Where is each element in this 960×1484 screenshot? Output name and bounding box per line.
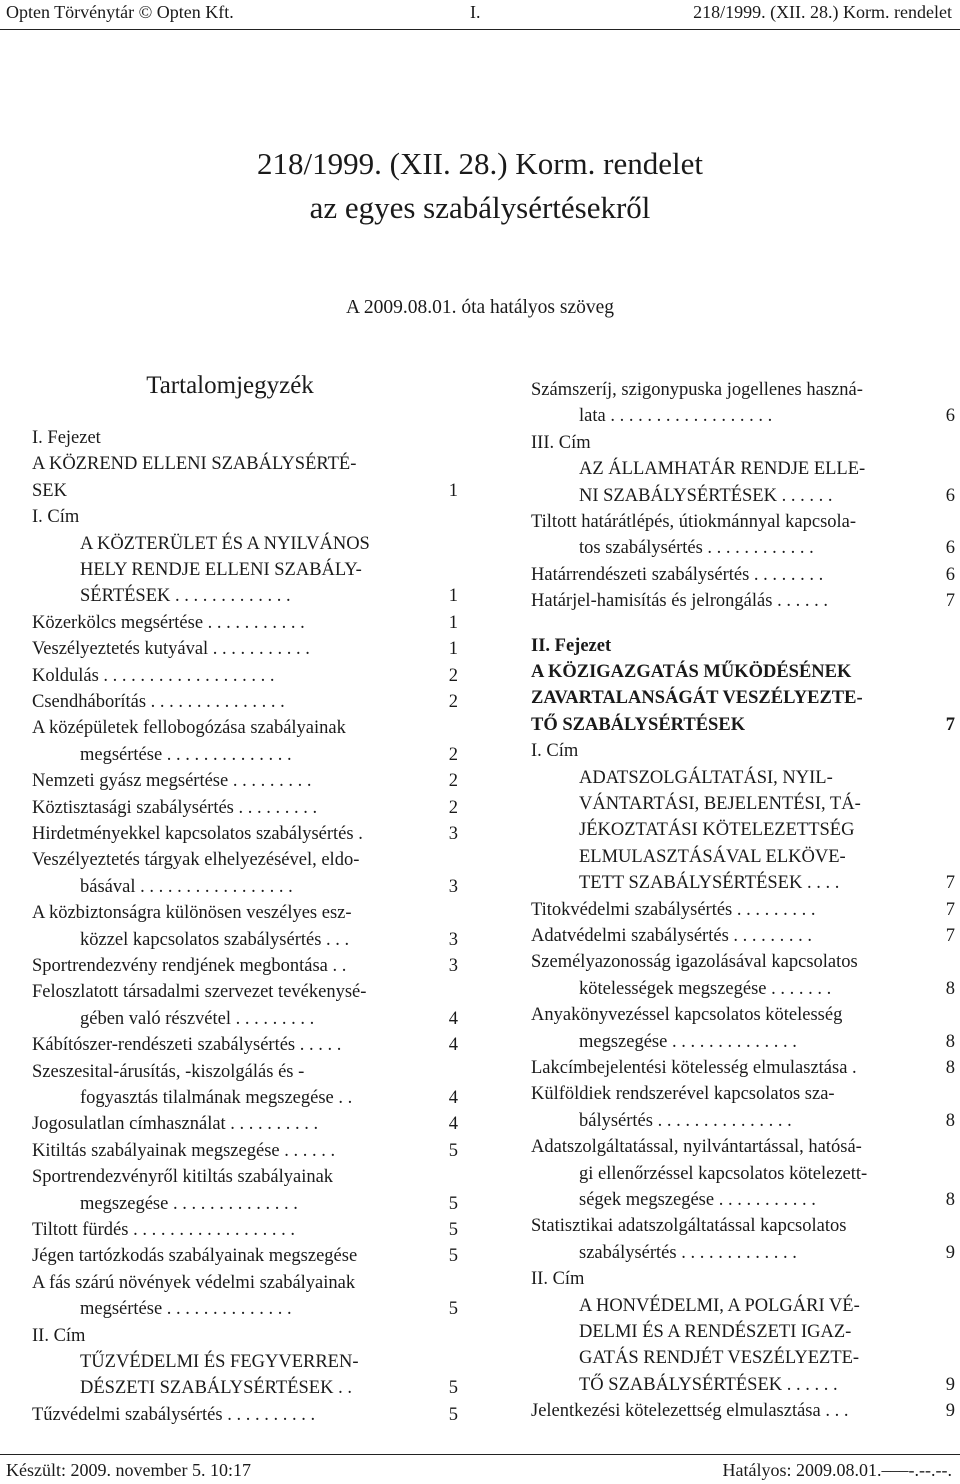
toc-entry[interactable] — [32, 1270, 460, 1296]
toc-entry[interactable] — [32, 979, 460, 1005]
page-footer — [0, 1460, 960, 1484]
document-subtitle: az egyes szabálysértésekről — [309, 190, 651, 225]
toc-entry[interactable] — [531, 535, 959, 561]
toc-entry[interactable] — [32, 847, 460, 873]
toc-entry-page: 7 — [945, 926, 955, 946]
toc-entry-page: 4 — [448, 1088, 458, 1108]
toc-entry-label: A fás szárú növények védelmi szabályainak — [32, 1272, 356, 1293]
toc-entry-label: AZ ÁLLAMHATÁR RENDJE ELLE- — [579, 459, 866, 480]
toc-entry-label: JÉKOZTATÁSI KÖTELEZETTSÉG — [579, 820, 855, 841]
toc-entry-label: Titokvédelmi szabálysértés . . . . . . . . . — [531, 899, 816, 920]
toc-entry-page: 2 — [448, 692, 458, 712]
toc-entry-page: 9 — [945, 1374, 955, 1395]
toc-entry[interactable] — [32, 1085, 460, 1111]
toc-entry-page: 8 — [945, 1058, 955, 1078]
toc-entry-page: 3 — [448, 876, 458, 897]
toc-entry[interactable] — [531, 562, 959, 588]
toc-entry-label: Feloszlatott társadalmi szervezet tevékenysé- — [32, 982, 367, 1003]
toc-entry-label: szabálysértés . . . . . . . . . . . . . — [579, 1242, 797, 1263]
toc-entry-label: Szeszesital-árusítás, -kiszolgálás és - — [32, 1061, 305, 1082]
toc-entry-page: 5 — [448, 1378, 458, 1399]
toc-entry-label: Hirdetményekkel kapcsolatos szabálysértés . — [32, 824, 363, 844]
toc-entry-label: Köztisztasági szabálysértés . . . . . . . . . — [32, 797, 318, 818]
toc-entry[interactable] — [531, 1187, 959, 1213]
toc-left-column — [32, 425, 460, 1435]
toc-entry[interactable] — [531, 1319, 959, 1345]
toc-entry-label: Jelentkezési kötelezettség elmulasztása . . . — [531, 1401, 849, 1422]
toc-entry-label: A KÖZREND ELLENI SZABÁLYSÉRTÉ- — [32, 454, 357, 475]
toc-entry-label: megsértése . . . . . . . . . . . . . . — [80, 744, 292, 765]
toc-entry-page: 6 — [945, 485, 955, 506]
toc-entry-label: III. Cím — [531, 432, 591, 453]
toc-entry[interactable] — [531, 1266, 959, 1292]
toc-entry[interactable] — [531, 1161, 959, 1187]
toc-entry-label: I. Cím — [32, 507, 80, 528]
toc-entry-page: 3 — [448, 929, 458, 950]
toc-entry-label: básával . . . . . . . . . . . . . . . . . — [80, 876, 293, 897]
toc-entry-label: közzel kapcsolatos szabálysértés . . . — [80, 929, 350, 950]
header-regulation: 218/1999. (XII. 28.) Korm. rendelet — [693, 2, 952, 22]
toc-entry-label: II. Cím — [531, 1269, 585, 1290]
toc-entry[interactable] — [32, 610, 460, 636]
toc-entry-label: lata . . . . . . . . . . . . . . . . . . — [579, 406, 773, 427]
toc-entry[interactable] — [32, 953, 460, 979]
toc-entry-label: Sportrendezvény rendjének megbontása . . — [32, 956, 347, 976]
toc-entry-label: Veszélyeztetés kutyával . . . . . . . . . . . — [32, 639, 310, 660]
toc-entry-label: II. Cím — [32, 1325, 86, 1346]
toc-entry-page: 3 — [448, 824, 458, 844]
toc-entry[interactable] — [531, 588, 959, 614]
toc-entry[interactable] — [32, 900, 460, 926]
document-title: 218/1999. (XII. 28.) Korm. rendelet — [257, 146, 703, 181]
toc-entry[interactable] — [531, 870, 959, 896]
toc-entry-page: 5 — [448, 1140, 458, 1161]
toc-entry-page: 5 — [448, 1246, 458, 1267]
toc-title: Tartalomjegyzék — [146, 372, 314, 399]
toc-entry[interactable] — [32, 1323, 460, 1349]
toc-entry-page: 5 — [448, 1404, 458, 1425]
toc-entry-label: Jogosulatlan címhasználat . . . . . . . . . . — [32, 1114, 319, 1135]
toc-entry-label: megszegése . . . . . . . . . . . . . . — [579, 1031, 797, 1052]
toc-entry-page: 2 — [448, 744, 458, 765]
toc-entry[interactable] — [531, 509, 959, 535]
toc-entry-page: 3 — [448, 956, 458, 976]
toc-entry-label: Csendháborítás . . . . . . . . . . . . . . . — [32, 692, 285, 712]
toc-entry-label: Tiltott határátlépés, útiokmánnyal kapcsola- — [531, 512, 857, 532]
toc-entry[interactable] — [32, 531, 460, 557]
page-header — [0, 2, 960, 28]
toc-entry[interactable] — [32, 927, 460, 953]
toc-entry-label: DELMI ÉS A RENDÉSZETI IGAZ- — [579, 1322, 852, 1342]
toc-entry-page: 6 — [945, 538, 955, 559]
toc-entry[interactable] — [32, 1006, 460, 1032]
header-publisher: Opten Törvénytár © Opten Kft. — [6, 2, 234, 22]
toc-entry-label: NI SZABÁLYSÉRTÉSEK . . . . . . — [579, 485, 833, 506]
toc-entry[interactable] — [32, 1138, 460, 1164]
toc-entry[interactable] — [531, 1134, 959, 1160]
toc-entry-page: 7 — [945, 873, 955, 894]
toc-entry[interactable] — [531, 817, 959, 843]
header-rule — [0, 29, 960, 30]
toc-entry-page: 7 — [945, 591, 955, 612]
toc-entry[interactable] — [531, 897, 959, 923]
toc-entry[interactable] — [32, 1402, 460, 1428]
toc-entry-label: Közerkölcs megsértése . . . . . . . . . . . — [32, 612, 305, 633]
toc-entry[interactable] — [32, 715, 460, 741]
toc-entry[interactable] — [531, 1055, 959, 1081]
toc-entry-page: 4 — [448, 1114, 458, 1135]
toc-entry[interactable] — [32, 768, 460, 794]
toc-entry-label: Koldulás . . . . . . . . . . . . . . . . . . . — [32, 665, 275, 686]
toc-entry-page: 1 — [448, 480, 458, 501]
footer-created: Készült: 2009. november 5. 10:17 — [6, 1460, 251, 1480]
toc-entry[interactable] — [531, 377, 959, 403]
toc-entry-page: 1 — [448, 612, 458, 633]
toc-entry-label: DÉSZETI SZABÁLYSÉRTÉSEK . . — [80, 1378, 352, 1399]
toc-entry-label: Személyazonosság igazolásával kapcsolatos — [531, 952, 858, 973]
toc-entry-page: 6 — [945, 564, 955, 585]
toc-entry-page: 5 — [448, 1193, 458, 1214]
toc-entry-label: Kábítószer-rendészeti szabálysértés . . . . . — [32, 1035, 342, 1056]
toc-entry-label: Számszeríj, szigonypuska jogellenes haszná- — [531, 380, 863, 400]
toc-entry-label: ZAVARTALANSÁGÁT VESZÉLYEZTE- — [531, 688, 863, 709]
toc-entry-label: Sportrendezvényről kitiltás szabályainak — [32, 1167, 334, 1188]
toc-entry[interactable] — [32, 425, 460, 451]
toc-entry[interactable] — [32, 1191, 460, 1217]
toc-entry[interactable] — [531, 844, 959, 870]
toc-entry[interactable] — [32, 557, 460, 583]
toc-entry-label: Anyakönyvezéssel kapcsolatos kötelesség — [531, 1005, 843, 1026]
toc-entry-page: 8 — [945, 1110, 955, 1131]
toc-entry-label: Tiltott fürdés . . . . . . . . . . . . . . . . . . — [32, 1220, 295, 1240]
toc-entry-page: 9 — [945, 1242, 955, 1263]
toc-entry-page: 4 — [448, 1035, 458, 1056]
toc-entry[interactable] — [531, 430, 959, 456]
toc-entry[interactable] — [32, 663, 460, 689]
toc-entry-page: 2 — [448, 771, 458, 792]
toc-entry-page: 1 — [448, 639, 458, 660]
toc-entry-page: 1 — [448, 586, 458, 607]
toc-entry-page: 4 — [448, 1008, 458, 1029]
toc-entry[interactable] — [32, 1349, 460, 1375]
toc-entry-label: megsértése . . . . . . . . . . . . . . — [80, 1299, 292, 1320]
toc-entry-label: HELY RENDJE ELLENI SZABÁLY- — [80, 560, 362, 580]
toc-entry[interactable] — [531, 659, 959, 685]
toc-entry[interactable] — [32, 1296, 460, 1322]
toc-entry-page: 7 — [945, 714, 955, 735]
toc-entry[interactable] — [531, 1293, 959, 1319]
toc-entry-label: Lakcímbejelentési kötelesség elmulasztása . — [531, 1058, 857, 1078]
toc-entry-label: Adatszolgáltatással, nyilvántartással, hatósá- — [531, 1137, 862, 1158]
toc-entry[interactable] — [32, 1217, 460, 1243]
toc-entry-label: A középületek fellobogózása szabályainak — [32, 718, 346, 739]
toc-entry-label: SÉRTÉSEK . . . . . . . . . . . . . — [80, 586, 291, 607]
toc-entry[interactable] — [531, 456, 959, 482]
toc-entry[interactable] — [32, 689, 460, 715]
toc-entry-label: A közbiztonságra különösen veszélyes esz- — [32, 903, 352, 924]
toc-entry[interactable] — [32, 636, 460, 662]
toc-entry[interactable] — [32, 821, 460, 847]
toc-entry[interactable] — [531, 1345, 959, 1371]
toc-entry[interactable] — [32, 1164, 460, 1190]
toc-entry[interactable] — [531, 923, 959, 949]
toc-entry[interactable] — [531, 1029, 959, 1055]
toc-entry[interactable] — [32, 583, 460, 609]
toc-entry[interactable] — [531, 1372, 959, 1398]
header-part: I. — [470, 2, 481, 22]
toc-entry[interactable] — [32, 504, 460, 530]
footer-effective: Hatályos: 2009.08.01.–––-.--.--. — [722, 1460, 952, 1480]
toc-entry-label: Tűzvédelmi szabálysértés . . . . . . . . . . — [32, 1404, 316, 1425]
toc-entry-label: Jégen tartózkodás szabályainak megszegése — [32, 1246, 358, 1267]
toc-entry[interactable] — [32, 1375, 460, 1401]
toc-entry-label: Kitiltás szabályainak megszegése . . . . . . — [32, 1140, 336, 1161]
toc-entry[interactable] — [531, 738, 959, 764]
toc-entry[interactable] — [32, 1032, 460, 1058]
toc-entry-label: SEK — [32, 480, 67, 501]
toc-entry-label: TŰZVÉDELMI ÉS FEGYVERREN- — [80, 1352, 359, 1372]
toc-entry[interactable] — [32, 742, 460, 768]
toc-entry-label: Adatvédelmi szabálysértés . . . . . . . . . — [531, 926, 813, 946]
toc-entry-page: 2 — [448, 665, 458, 686]
toc-entry[interactable] — [32, 451, 460, 477]
toc-entry-label: I. Cím — [531, 741, 579, 762]
toc-entry[interactable] — [531, 1081, 959, 1107]
toc-entry-label: ségek megszegése . . . . . . . . . . . — [579, 1190, 816, 1210]
toc-entry-label: tos szabálysértés . . . . . . . . . . . . — [579, 538, 814, 559]
toc-entry[interactable] — [531, 791, 959, 817]
toc-entry[interactable] — [32, 874, 460, 900]
toc-entry-page: 9 — [945, 1401, 955, 1422]
toc-entry-label: gi ellenőrzéssel kapcsolatos kötelezett- — [579, 1163, 868, 1184]
toc-entry-label: Nemzeti gyász megsértése . . . . . . . . . — [32, 771, 312, 792]
toc-entry-page: 8 — [945, 1031, 955, 1052]
toc-entry[interactable] — [32, 1111, 460, 1137]
toc-entry-label: TŐ SZABÁLYSÉRTÉSEK — [531, 714, 746, 735]
toc-entry-label: TŐ SZABÁLYSÉRTÉSEK . . . . . . — [579, 1374, 838, 1395]
toc-entry-label: Külföldiek rendszerével kapcsolatos sza- — [531, 1084, 835, 1105]
toc-entry-page: 7 — [945, 899, 955, 920]
toc-entry-label: ELMULASZTÁSÁVAL ELKÖVE- — [579, 846, 846, 867]
toc-entry-label: GATÁS RENDJÉT VESZÉLYEZTE- — [579, 1348, 860, 1369]
toc-entry-page: 6 — [945, 406, 955, 427]
toc-entry-label: kötelességek megszegése . . . . . . . — [579, 978, 832, 999]
toc-entry-label: TETT SZABÁLYSÉRTÉSEK . . . . — [579, 873, 840, 894]
toc-entry[interactable] — [32, 795, 460, 821]
toc-entry[interactable] — [531, 483, 959, 509]
toc-entry[interactable] — [531, 1002, 959, 1028]
footer-rule — [0, 1454, 960, 1455]
toc-entry-label: II. Fejezet — [531, 635, 612, 656]
toc-entry-label: A HONVÉDELMI, A POLGÁRI VÉ- — [579, 1295, 860, 1316]
toc-entry-label: A KÖZTERÜLET ÉS A NYILVÁNOS — [80, 533, 370, 554]
toc-entry-label: Határjel-hamisítás és jelrongálás . . . . . . — [531, 591, 828, 612]
toc-entry[interactable] — [531, 1398, 959, 1424]
toc-entry-page: 8 — [945, 978, 955, 999]
toc-right-column — [531, 377, 959, 1435]
toc-entry[interactable] — [531, 403, 959, 429]
toc-entry-page: 2 — [448, 797, 458, 818]
toc-entry-label: I. Fejezet — [32, 428, 101, 448]
toc-entry[interactable] — [531, 633, 959, 659]
toc-entry[interactable] — [531, 765, 959, 791]
toc-entry-label: A KÖZIGAZGATÁS MŰKÖDÉSÉNEK — [531, 662, 852, 682]
toc-entry-label: ADATSZOLGÁLTATÁSI, NYIL- — [579, 767, 833, 788]
toc-entry-label: bálysértés . . . . . . . . . . . . . . . — [579, 1110, 792, 1131]
toc-entry[interactable] — [531, 712, 959, 738]
toc-entry[interactable] — [531, 949, 959, 975]
toc-entry[interactable] — [531, 976, 959, 1002]
toc-entry[interactable] — [531, 1213, 959, 1239]
toc-entry[interactable] — [531, 1108, 959, 1134]
toc-entry-label: Veszélyeztetés tárgyak elhelyezésével, eldo- — [32, 850, 360, 871]
toc-entry[interactable] — [531, 685, 959, 711]
toc-entry-page: 5 — [448, 1220, 458, 1240]
validity-status: A 2009.08.01. óta hatályos szöveg — [345, 297, 615, 318]
toc-entry-label: megszegése . . . . . . . . . . . . . . — [80, 1193, 298, 1214]
toc-entry-label: Határrendészeti szabálysértés . . . . . . . . — [531, 564, 824, 585]
toc-entry[interactable] — [32, 1059, 460, 1085]
toc-entry-label: VÁNTARTÁSI, BEJELENTÉSI, TÁ- — [579, 794, 861, 814]
toc-entry-label: Statisztikai adatszolgáltatással kapcsolatos — [531, 1216, 847, 1237]
toc-entry[interactable] — [32, 478, 460, 504]
toc-entry-page: 5 — [448, 1299, 458, 1320]
toc-entry-label: gében való részvétel . . . . . . . . . — [80, 1008, 315, 1029]
toc-entry[interactable] — [531, 1240, 959, 1266]
toc-entry[interactable] — [32, 1243, 460, 1269]
toc-entry-page: 8 — [945, 1190, 955, 1210]
toc-entry-label: fogyasztás tilalmának megszegése . . — [80, 1088, 353, 1108]
